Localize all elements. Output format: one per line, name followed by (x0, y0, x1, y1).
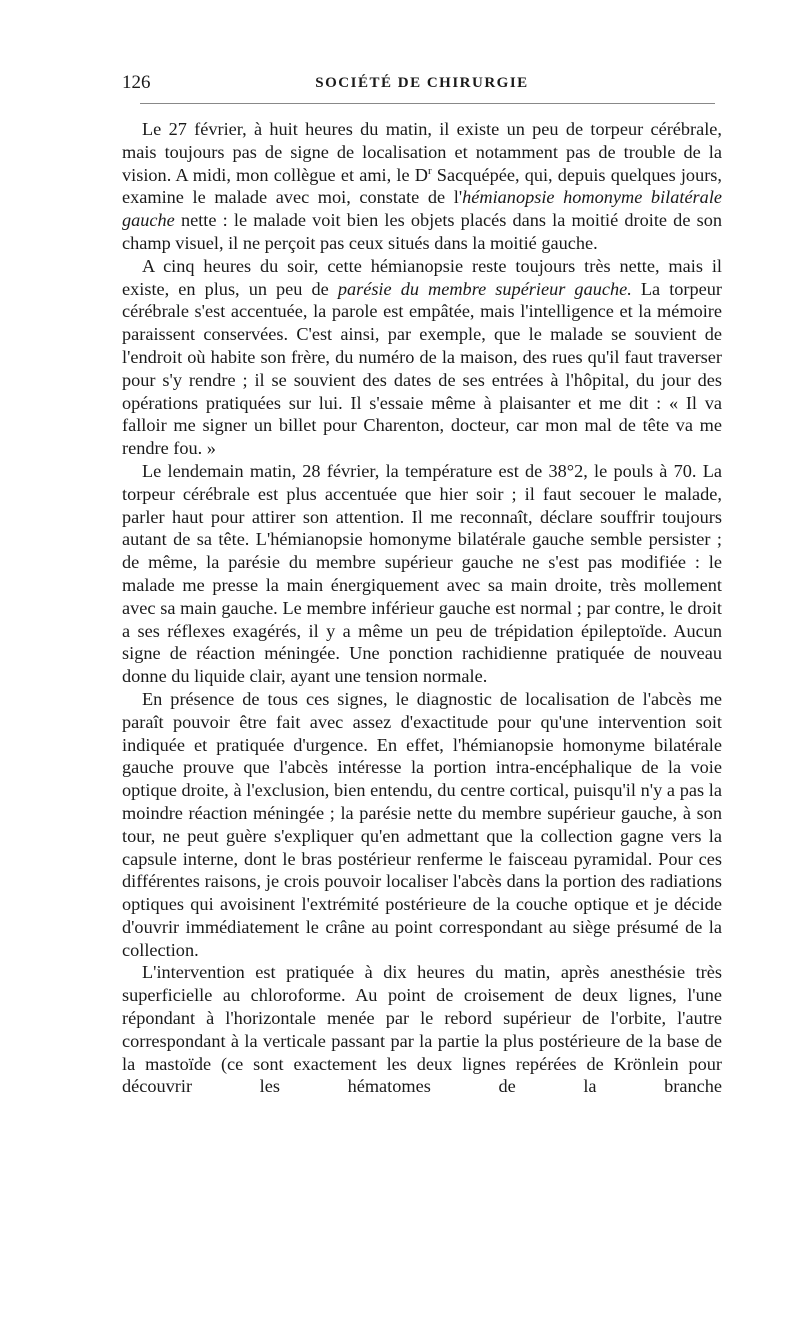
paragraph: En présence de tous ces signes, le diagnostic de localisation de l'abcès me paraît pouvoir être fait avec assez d'exactitude pour qu'une intervention soit indiquée et pratiquée d'urgence. En effet, l'hémianopsie homonyme bilatérale gauche prouve que l'abcès intéresse la portion intra-encéphalique de la voie optique droite, à l'exclusion, bien entendu, du centre cortical, puisqu'il n'y a pas la moindre réaction méningée ; la parésie nette du membre supérieur gauche, à son tour, ne peut guère s'expliquer qu'en admettant que la collection gagne vers la capsule interne, dont le bras postérieur renferme le faisceau pyramidal. Pour ces différentes raisons, je crois pouvoir localiser l'abcès dans la portion des radiations optiques qui avoisinent l'extrémité postérieure de la couche optique et je décide d'ouvrir immédiatement le crâne au point correspondant au siège présumé de la collection. (122, 688, 722, 960)
paragraph: A cinq heures du soir, cette hémianopsie reste toujours très nette, mais il existe, en plus, un peu de parésie du membre supérieur gauche. La torpeur cérébrale s'est accentuée, la parole est empâtée, mais l'intelligence et la mémoire paraissent conservées. C'est ainsi, par exemple, que le malade se souvient de l'endroit où habite son frère, du numéro de la maison, des rues qu'il faut traverser pour s'y rendre ; il se souvient des dates de ses entrées à l'hôpital, du jour des opérations pratiquées sur lui. Il s'essaie même à plaisanter et me dit : « Il va falloir me signer un billet pour Charenton, docteur, car mon mal de tête va me rendre fou. » (122, 255, 722, 459)
running-title: SOCIÉTÉ DE CHIRURGIE (315, 75, 529, 91)
paragraph: L'intervention est pratiquée à dix heures du matin, après anesthésie très superficielle au chloroforme. Au point de croisement de deux lignes, l'une répondant à l'horizontale menée par le rebord supérieur de l'orbite, l'autre correspondant à la verticale passant par la partie la plus postérieure de la base de la mastoïde (ce sont exactement les deux lignes repérées de Krönlein pour découvrir les hématomes de la branche (122, 962, 722, 1097)
page-number: 126 (122, 72, 151, 93)
header-rule (140, 103, 715, 104)
paragraph: Le 27 février, à huit heures du matin, il existe un peu de torpeur cérébrale, mais toujours pas de signe de localisation et notamment pas de trouble de la vision. A midi, mon collègue et ami, le $D^r$ Sacquépée, qui, depuis quelques jours, examine le malade avec moi, constate de l'hémianopsie homonyme bilatérale gauche nette : le malade voit bien les objets placés dans la moitié droite de son champ visuel, il ne perçoit pas ceux situés dans la moitié gauche. (122, 119, 723, 253)
paragraph: Le lendemain matin, 28 février, la température est de 38°2, le pouls à 70. La torpeur cérébrale est plus accentuée que hier soir ; il faut secouer le malade, parler haut pour attirer son attention. Il me reconnaît, déclare souffrir toujours autant de sa tête. L'hémianopsie homonyme bilatérale gauche semble persister ; de même, la parésie du membre supérieur gauche ne s'est pas modifiée : le malade me presse la main énergiquement avec sa main droite, très mollement avec sa main gauche. Le membre inférieur gauche est normal ; par contre, le droit a ses réflexes exagérés, il y a même un peu de trépidation épileptoïde. Aucun signe de réaction méningée. Une ponction rachidienne pratiquée de nouveau donne du liquide clair, ayant une tension normale. (122, 460, 722, 687)
page-header (122, 72, 722, 96)
body-text (122, 118, 722, 1098)
